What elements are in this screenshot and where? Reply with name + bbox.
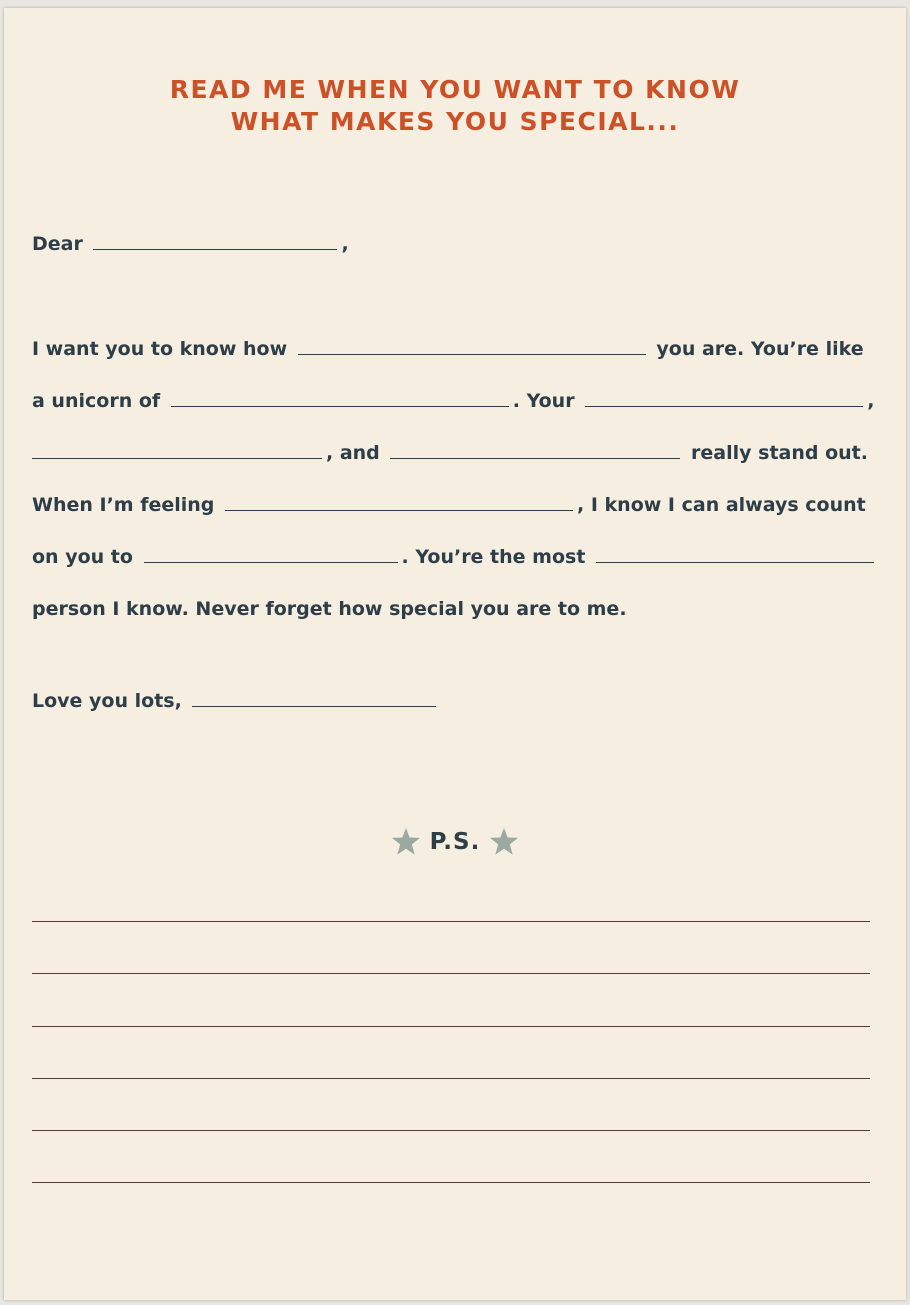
letter-line-5 (32, 545, 878, 569)
letter-text-11: . You’re the most (401, 546, 586, 568)
title-line-2: WHAT MAKES YOU SPECIAL... (230, 107, 680, 136)
fill-blank-adjective-2[interactable] (596, 561, 874, 563)
fill-blank-noun-1[interactable] (171, 405, 509, 407)
ps-write-line[interactable] (32, 1130, 870, 1131)
letter-text-9: , I know I can always count (577, 494, 866, 516)
ps-write-line[interactable] (32, 973, 870, 974)
title-line-1: READ ME WHEN YOU WANT TO KNOW (169, 75, 741, 104)
star-icon (390, 826, 422, 858)
letter-text-12: person I know. Never forget how special you are to me. (32, 598, 627, 620)
signoff-line (32, 689, 440, 713)
letter-line-2 (32, 389, 874, 413)
greeting-line (32, 232, 349, 256)
letter-text-5: , (867, 390, 875, 412)
ps-write-line[interactable] (32, 1078, 870, 1079)
recipient-name-blank[interactable] (93, 248, 337, 250)
signature-blank[interactable] (192, 705, 436, 707)
letter-line-3 (32, 441, 868, 465)
page-title (4, 74, 906, 138)
greeting-comma: , (341, 233, 349, 255)
fill-blank-adjective-1[interactable] (298, 353, 646, 355)
letter-text-6: , and (326, 442, 380, 464)
ps-label: P.S. (429, 829, 481, 855)
letter-text-4: . Your (512, 390, 575, 412)
fill-blank-trait-1[interactable] (585, 405, 863, 407)
letter-text-10: on you to (32, 546, 133, 568)
letter-text-1: I want you to know how (32, 338, 288, 360)
star-icon (488, 826, 520, 858)
ps-write-line[interactable] (32, 921, 870, 922)
fill-blank-trait-2[interactable] (32, 457, 322, 459)
greeting-text: Dear (32, 233, 83, 255)
letter-text-3: a unicorn of (32, 390, 161, 412)
fill-blank-feeling[interactable] (225, 509, 573, 511)
ps-write-line[interactable] (32, 1182, 870, 1183)
letter-line-4 (32, 493, 866, 517)
letter-text-2: you are. You’re like (656, 338, 864, 360)
ps-write-line[interactable] (32, 1026, 870, 1027)
letter-text-8: When I’m feeling (32, 494, 215, 516)
ps-heading (4, 826, 906, 858)
letter-line-1 (32, 337, 864, 361)
letter-text-7: really stand out. (691, 442, 868, 464)
signoff-text: Love you lots, (32, 690, 182, 712)
letter-page (4, 8, 906, 1300)
fill-blank-verb[interactable] (144, 561, 398, 563)
letter-line-6 (32, 597, 627, 621)
fill-blank-trait-3[interactable] (390, 457, 680, 459)
